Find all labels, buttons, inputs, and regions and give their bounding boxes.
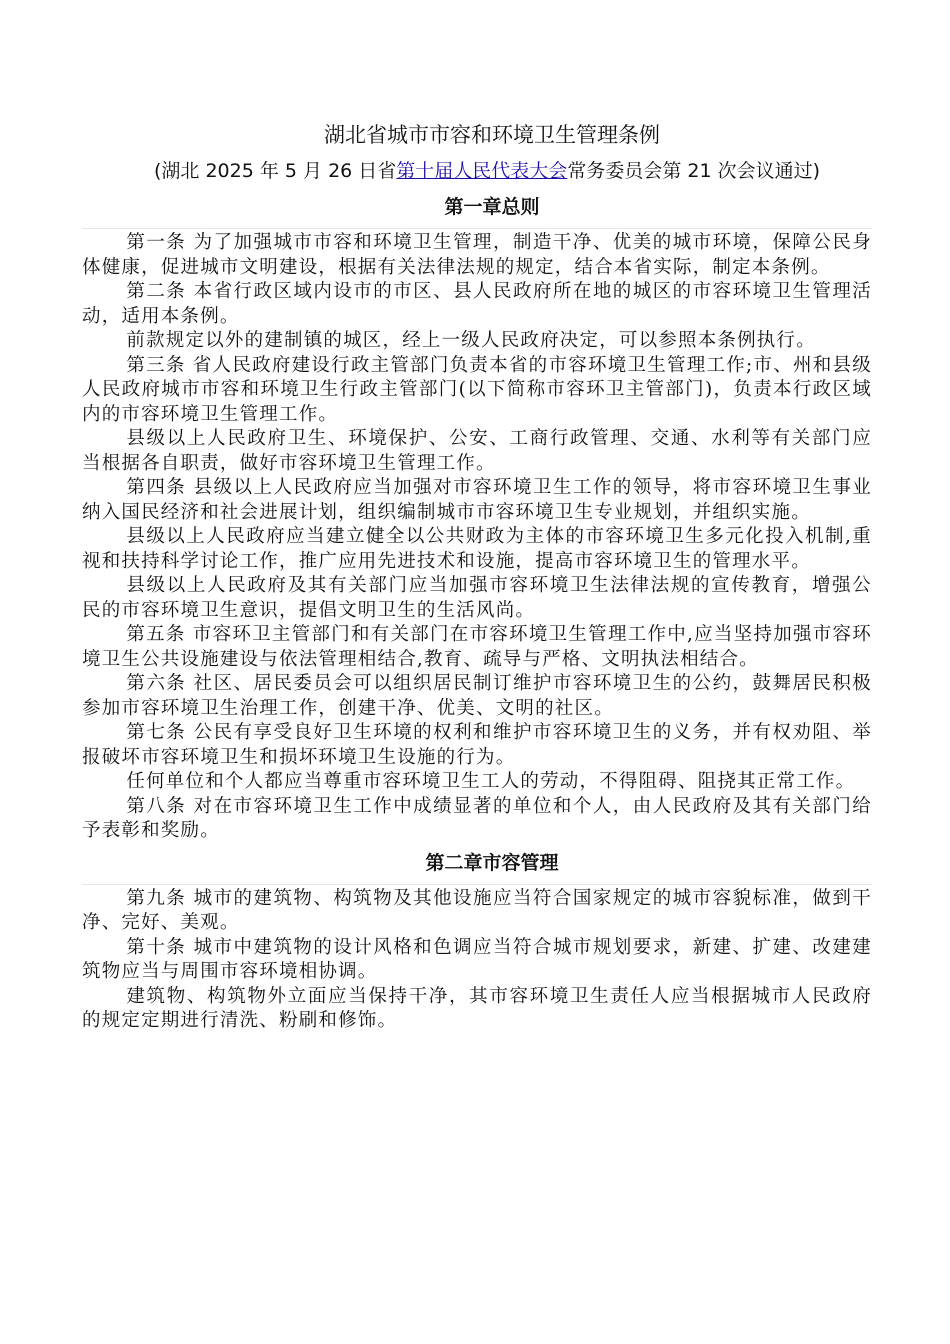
article-paragraph: 第九条 城市的建筑物、构筑物及其他设施应当符合国家规定的城市容貌标准，做到干净、完好、美观。 bbox=[82, 887, 872, 933]
subtitle-prefix: (湖北 2025 年 5 月 26 日省 bbox=[154, 160, 397, 182]
article-paragraph: 第一条 为了加强城市市容和环境卫生管理，制造干净、优美的城市环境，保障公民身体健康，促进城市文明建设，根据有关法律法规的规定，结合本省实际，制定本条例。 bbox=[82, 232, 872, 278]
congress-link[interactable]: 第十届人民代表大会 bbox=[396, 160, 568, 182]
article-paragraph: 第六条 社区、居民委员会可以组织居民制订维护市容环境卫生的公约，鼓舞居民积极参加市容环境卫生治理工作，创建干净、优美、文明的社区。 bbox=[82, 673, 872, 719]
article-paragraph: 第十条 城市中建筑物的设计风格和色调应当符合城市规划要求，新建、扩建、改建建筑物应当与周围市容环境相协调。 bbox=[82, 936, 872, 982]
article-paragraph: 县级以上人民政府及其有关部门应当加强市容环境卫生法律法规的宣传教育，增强公民的市容环境卫生意识，提倡文明卫生的生活风尚。 bbox=[82, 575, 872, 621]
document-title: 湖北省城市市容和环境卫生管理条例 bbox=[324, 123, 660, 147]
document-subtitle bbox=[82, 154, 872, 188]
article-paragraph: 第七条 公民有享受良好卫生环境的权利和维护市容环境卫生的义务，并有权劝阻、举报破坏市容环境卫生和损坏环境卫生设施的行为。 bbox=[82, 722, 872, 768]
article-paragraph: 第八条 对在市容环境卫生工作中成绩显著的单位和个人，由人民政府及其有关部门给予表彰和奖励。 bbox=[82, 795, 872, 841]
article-paragraph: 第五条 市容环卫主管部门和有关部门在市容环境卫生管理工作中,应当坚持加强市容环境卫生公共设施建设与依法管理相结合,教育、疏导与严格、文明执法相结合。 bbox=[82, 624, 872, 670]
article-paragraph: 前款规定以外的建制镇的城区，经上一级人民政府决定，可以参照本条例执行。 bbox=[126, 330, 816, 351]
article-paragraph: 任何单位和个人都应当尊重市容环境卫生工人的劳动，不得阻碍、阻挠其正常工作。 bbox=[126, 771, 856, 792]
article-paragraph: 第二条 本省行政区域内设市的市区、县人民政府所在地的城区的市容环境卫生管理活动，适用本条例。 bbox=[82, 281, 872, 327]
article-paragraph: 建筑物、构筑物外立面应当保持干净，其市容环境卫生责任人应当根据城市人民政府的规定定期进行清洗、粉刷和修饰。 bbox=[82, 985, 872, 1031]
chapter-2 bbox=[82, 846, 872, 1034]
subtitle-suffix: 常务委员会第 21 次会议通过) bbox=[567, 160, 820, 182]
document-page bbox=[82, 118, 872, 1034]
article-paragraph: 县级以上人民政府应当建立健全以公共财政为主体的市容环境卫生多元化投入机制,重视和扶持科学讨论工作，推广应用先进技术和设施，提高市容环境卫生的管理水平。 bbox=[82, 526, 872, 572]
divider bbox=[82, 884, 872, 885]
article-paragraph: 第四条 县级以上人民政府应当加强对市容环境卫生工作的领导，将市容环境卫生事业纳入国民经济和社会进展计划，组织编制城市市容环境卫生专业规划，并组织实施。 bbox=[82, 477, 872, 523]
chapter-heading: 第一章总则 bbox=[444, 196, 540, 218]
chapter-heading: 第二章市容管理 bbox=[425, 851, 559, 874]
article-paragraph: 县级以上人民政府卫生、环境保护、公安、工商行政管理、交通、水利等有关部门应当根据各自职责，做好市容环境卫生管理工作。 bbox=[82, 428, 872, 474]
chapter-1 bbox=[82, 190, 872, 844]
divider bbox=[82, 228, 872, 229]
article-paragraph: 第三条 省人民政府建设行政主管部门负责本省的市容环境卫生管理工作;市、州和县级人民政府城市市容和环境卫生行政主管部门(以下简称市容环卫主管部门)，负责本行政区域内的市容环境卫生管理工作。 bbox=[82, 354, 872, 425]
